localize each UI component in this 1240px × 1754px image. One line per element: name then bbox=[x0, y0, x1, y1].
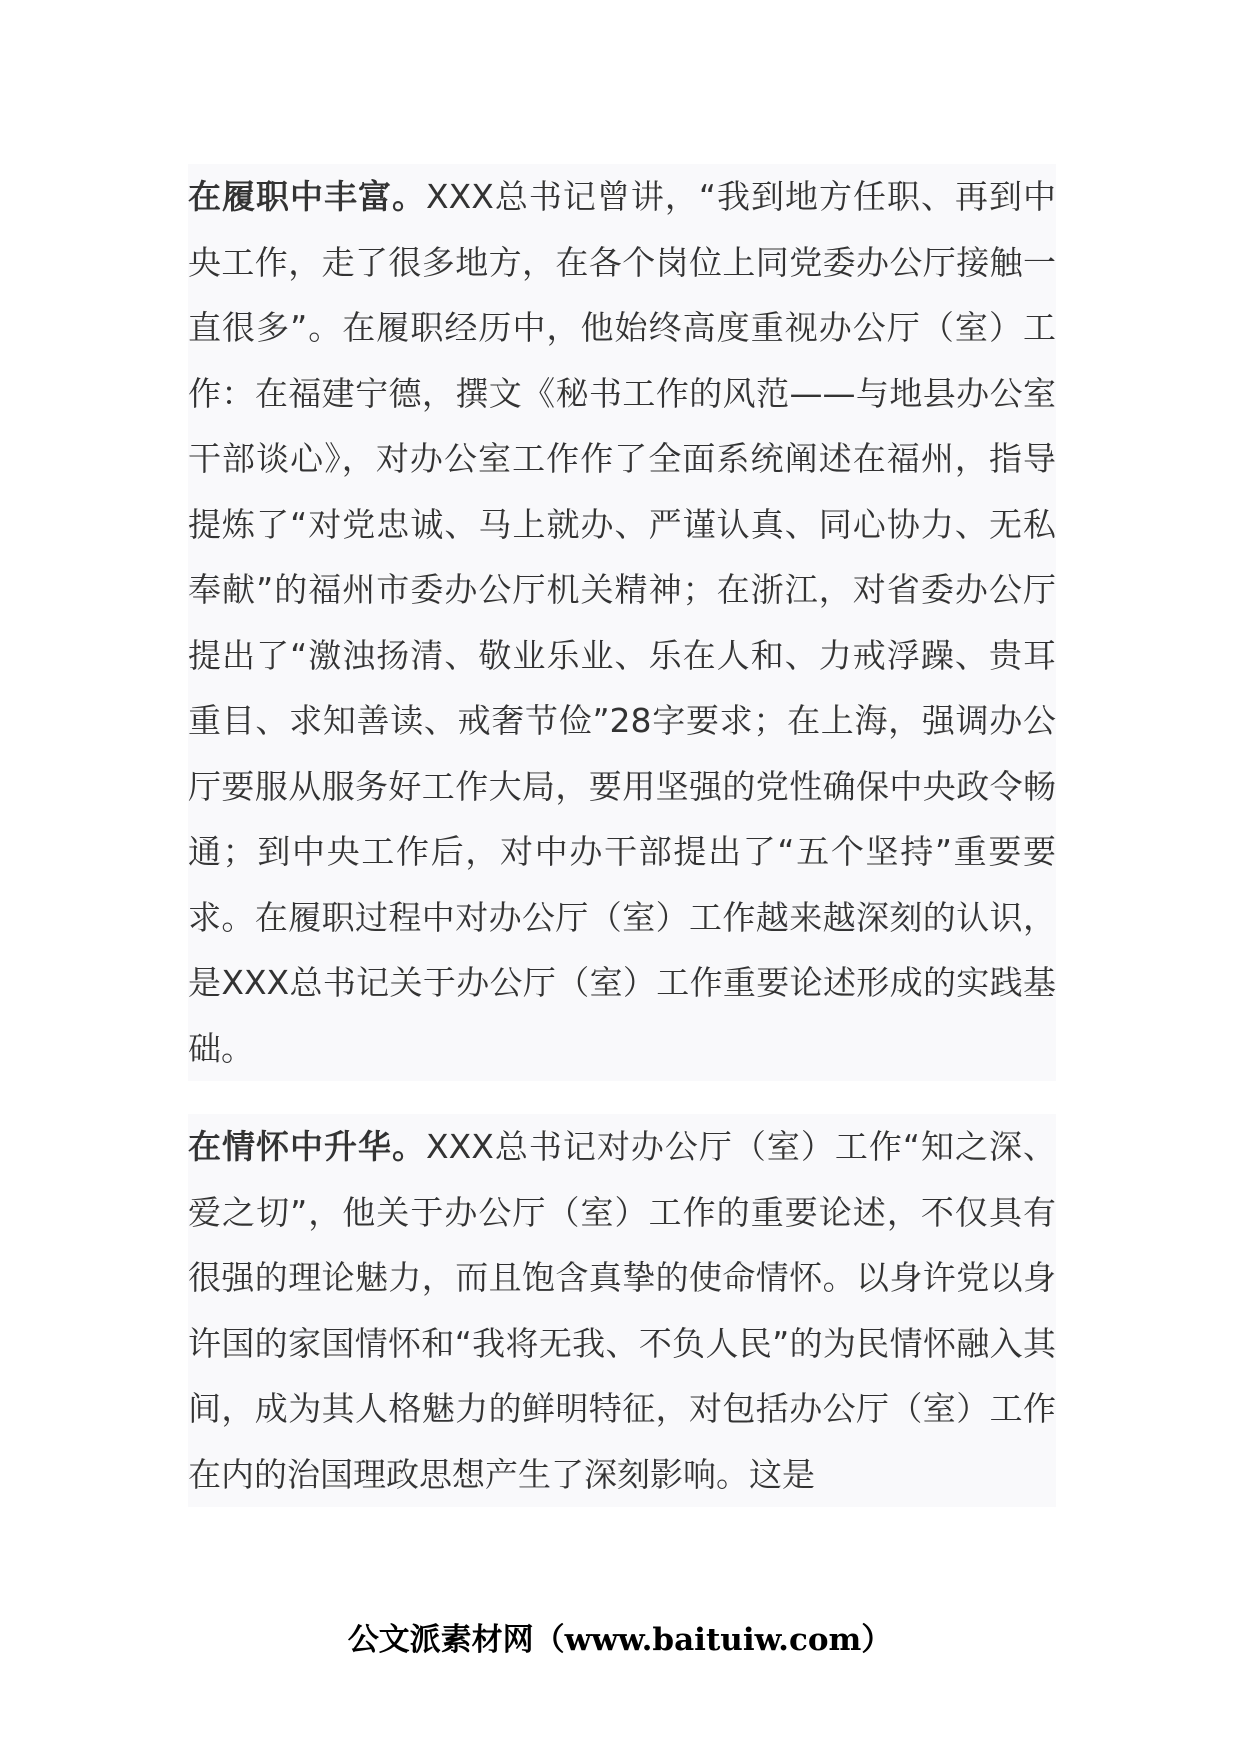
paragraph-sentiment bbox=[188, 1114, 1056, 1507]
paragraph-practice bbox=[188, 164, 1056, 1081]
paragraph-lead: 在履职中丰富。 bbox=[188, 177, 427, 216]
paragraph-body: XXX总书记曾讲，“我到地方任职、再到中央工作，走了很多地方，在各个岗位上同党委办公厅接触一直很多”。在履职经历中，他始终高度重视办公厅（室）工作：在福建宁德，撰文《秘书工作的风范——与地县办公室干部谈心》，对办公室工作作了全面系统阐述在福州，指导提炼了“对党忠诚、马上就办、严谨认真、同心协力、无私奉献”的福州市委办公厅机关精神；在浙江，对省委办公厅提出了“激浊扬清、敬业乐业、乐在人和、力戒浮躁、贵耳重目、求知善读、戒奢节俭”28字要求；在上海，强调办公厅要服从服务好工作大局，要用坚强的党性确保中央政令畅通；到中央工作后，对中办干部提出了“五个坚持”重要要求。在履职过程中对办公厅（室）工作越来越深刻的认识，是XXX总书记关于办公厅（室）工作重要论述形成的实践基础。 bbox=[188, 177, 1057, 1068]
paragraph-lead: 在情怀中升华。 bbox=[188, 1127, 427, 1166]
footer-watermark: 公文派素材网（www.baituiw.com） bbox=[347, 1622, 893, 1658]
paragraph-body: XXX总书记对办公厅（室）工作“知之深、爱之切”，他关于办公厅（室）工作的重要论述，不仅具有很强的理论魅力，而且饱含真挚的使命情怀。以身许党以身许国的家国情怀和“我将无我、不负人民”的为民情怀融入其间，成为其人格魅力的鲜明特征，对包括办公厅（室）工作在内的治国理政思想产生了深刻影响。这是 bbox=[188, 1127, 1057, 1494]
